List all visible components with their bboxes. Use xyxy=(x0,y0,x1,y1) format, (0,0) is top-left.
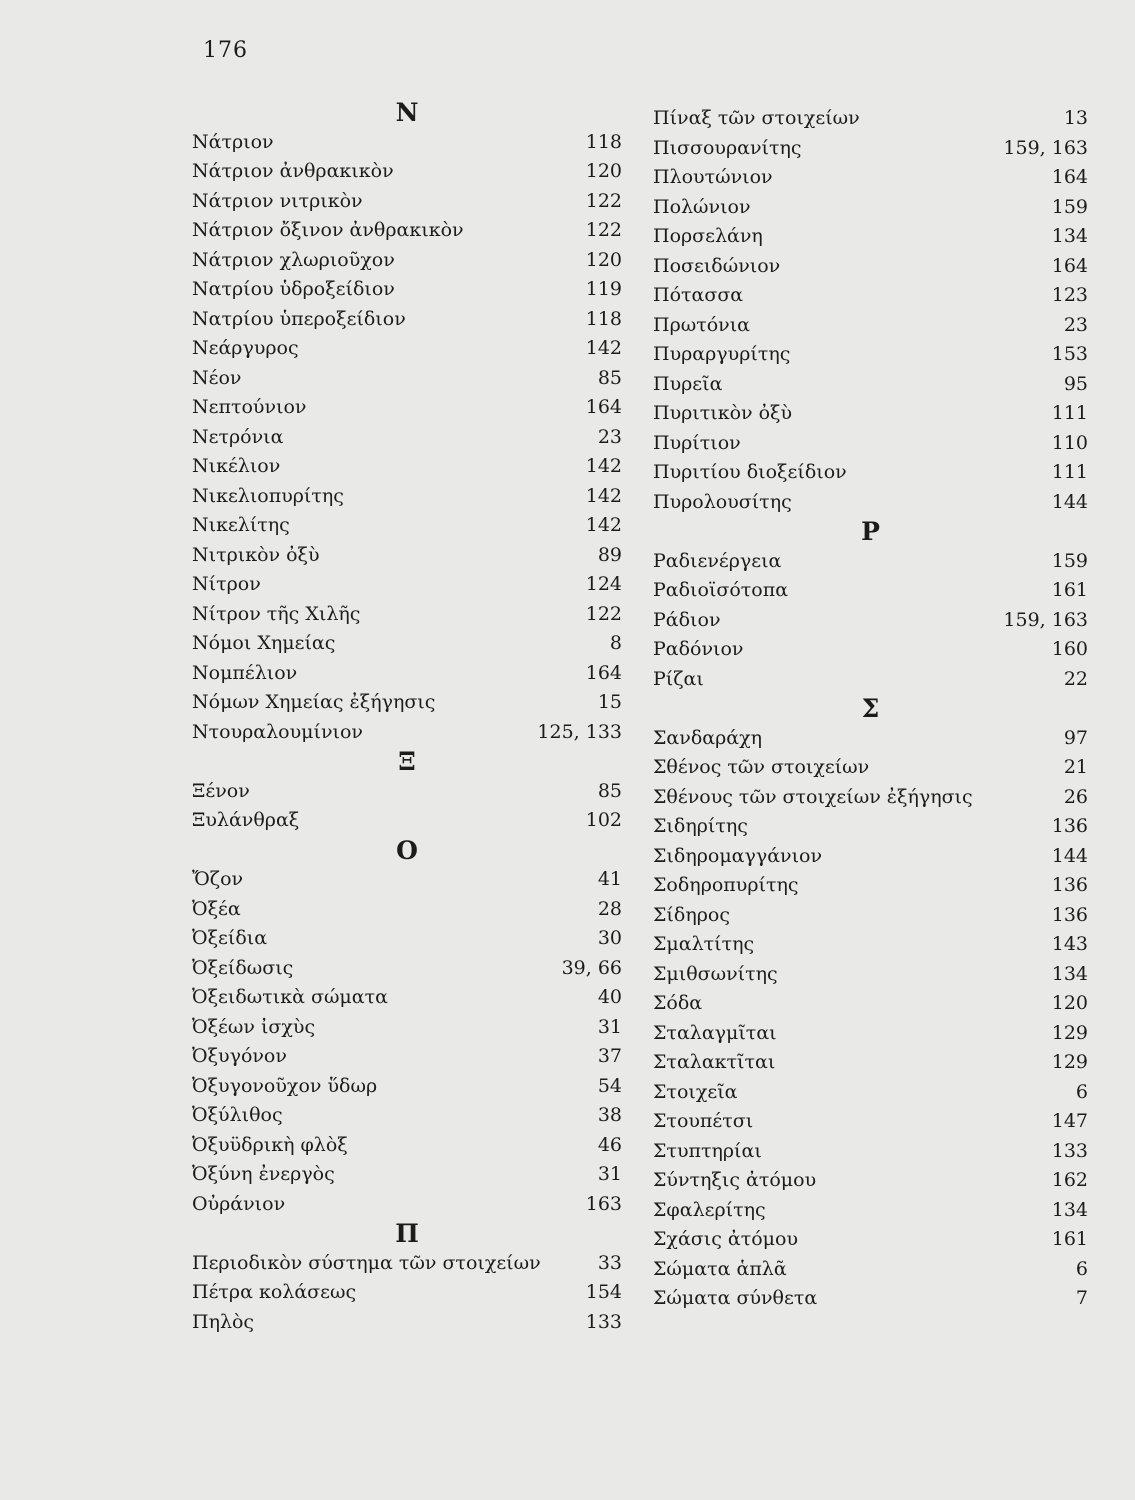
index-page-ref: 129 xyxy=(1051,1021,1088,1044)
index-entry xyxy=(653,1137,1088,1167)
index-term: Ὀξέων ἰσχὺς xyxy=(192,1015,316,1038)
index-term: Πρωτόνια xyxy=(653,313,751,336)
index-term: Νόμων Χημείας ἐξήγησις xyxy=(192,691,436,713)
page-number: 176 xyxy=(203,38,248,63)
index-entry xyxy=(192,187,622,217)
index-entry xyxy=(192,1249,622,1279)
index-term: Σθένους τῶν στοιχείων ἐξήγησις xyxy=(653,785,973,808)
index-page-ref: 33 xyxy=(597,1251,622,1274)
index-entry xyxy=(192,511,622,541)
index-page-ref: 13 xyxy=(1063,107,1088,129)
index-page-ref: 154 xyxy=(585,1281,622,1303)
index-page-ref: 23 xyxy=(597,425,622,448)
index-term: Ρίζαι xyxy=(653,667,704,690)
index-page-ref: 144 xyxy=(1051,844,1088,867)
index-entry xyxy=(653,871,1088,901)
index-page-ref: 85 xyxy=(597,366,622,389)
index-term: Σφαλερίτης xyxy=(653,1198,766,1221)
index-term: Ὀξειδωτικὰ σώματα xyxy=(192,986,388,1008)
index-page-ref: 142 xyxy=(585,337,622,359)
index-term: Ράδιον xyxy=(653,608,721,631)
index-page-ref: 26 xyxy=(1063,785,1088,808)
index-page-ref: 159, 163 xyxy=(1003,608,1088,631)
index-term: Πέτρα κολάσεως xyxy=(192,1281,357,1303)
section-letter-heading: Ρ xyxy=(861,517,880,546)
index-entry xyxy=(192,865,622,895)
index-entry xyxy=(192,423,622,453)
index-term: Ξένον xyxy=(192,779,250,802)
index-term: Σμιθσωνίτης xyxy=(653,962,778,985)
index-term: Ὀξέα xyxy=(192,897,241,920)
index-page-ref: 22 xyxy=(1063,667,1088,690)
index-page-ref: 41 xyxy=(597,868,622,890)
index-page-ref: 147 xyxy=(1051,1110,1088,1132)
index-page-ref: 142 xyxy=(585,514,622,536)
index-entry xyxy=(653,1255,1088,1285)
index-page-ref: 160 xyxy=(1051,638,1088,660)
index-entry xyxy=(653,1225,1088,1255)
index-page-ref: 134 xyxy=(1051,962,1088,985)
index-page-ref: 142 xyxy=(585,484,622,507)
index-term: Περιοδικὸν σύστημα τῶν στοιχείων xyxy=(192,1251,541,1274)
index-term: Ὀξύλιθος xyxy=(192,1104,283,1126)
index-page-ref: 120 xyxy=(585,160,622,182)
index-page-ref: 164 xyxy=(1051,166,1088,188)
index-term: Στοιχεῖα xyxy=(653,1080,738,1103)
index-term: Ραδιενέργεια xyxy=(653,549,782,572)
index-term: Σώματα ἁπλᾶ xyxy=(653,1257,787,1280)
index-term: Σμαλτίτης xyxy=(653,933,755,955)
index-entry xyxy=(192,1160,622,1190)
index-entry xyxy=(653,429,1088,459)
index-term: Πίναξ τῶν στοιχείων xyxy=(653,107,860,129)
index-entry xyxy=(192,393,622,423)
index-page-ref: 31 xyxy=(597,1015,622,1038)
index-entry xyxy=(653,1048,1088,1078)
index-term: Πηλὸς xyxy=(192,1310,255,1333)
index-page-ref: 122 xyxy=(585,189,622,212)
index-entry xyxy=(192,688,622,718)
index-entry xyxy=(653,458,1088,488)
index-entry xyxy=(192,364,622,394)
index-page-ref: 23 xyxy=(1063,313,1088,336)
index-term: Σιδηρομαγγάνιον xyxy=(653,844,823,867)
index-page-ref: 119 xyxy=(585,278,622,300)
index-entry xyxy=(192,128,622,158)
index-entry xyxy=(653,1284,1088,1314)
index-entry xyxy=(653,399,1088,429)
index-term: Νομπέλιον xyxy=(192,661,298,684)
index-page-ref: 37 xyxy=(597,1045,622,1067)
index-entry xyxy=(653,576,1088,606)
index-entry xyxy=(653,547,1088,577)
index-page-ref: 30 xyxy=(597,927,622,949)
index-term: Στυπτηρίαι xyxy=(653,1139,762,1162)
index-entry xyxy=(192,1308,622,1338)
index-page-ref: 125, 133 xyxy=(537,720,622,743)
index-page-ref: 28 xyxy=(597,897,622,920)
index-term: Ὀξείδια xyxy=(192,927,268,949)
index-term: Σοδηροπυρίτης xyxy=(653,874,799,896)
section-letter-heading: Ο xyxy=(396,835,418,865)
index-entry xyxy=(192,1013,622,1043)
index-term: Νίτρον τῆς Χιλῆς xyxy=(192,602,361,625)
index-term: Σιδηρίτης xyxy=(653,815,748,837)
section-letter-heading: Ξ xyxy=(398,747,416,776)
index-term: Νεάργυρος xyxy=(192,337,299,359)
index-term: Σταλαγμῖται xyxy=(653,1021,777,1044)
index-page-ref: 161 xyxy=(1051,579,1088,601)
index-term: Νάτριον νιτρικὸν xyxy=(192,189,363,212)
index-term: Σανδαράχη xyxy=(653,726,762,749)
index-page-ref: 122 xyxy=(585,602,622,625)
index-entry xyxy=(653,842,1088,872)
index-term: Νεπτούνιον xyxy=(192,396,307,418)
index-term: Νικελίτης xyxy=(192,514,290,536)
index-page-ref: 40 xyxy=(597,986,622,1008)
index-entry xyxy=(192,246,622,276)
index-entry xyxy=(192,275,622,305)
index-entry xyxy=(192,1072,622,1102)
index-entry xyxy=(653,252,1088,282)
index-page-ref: 162 xyxy=(1051,1169,1088,1191)
index-term: Σύντηξις ἀτόμου xyxy=(653,1169,817,1191)
index-entry xyxy=(653,1166,1088,1196)
index-page-ref: 111 xyxy=(1051,402,1088,424)
index-term: Νάτριον xyxy=(192,130,274,153)
index-term: Νίτρον xyxy=(192,573,261,595)
index-entry xyxy=(653,222,1088,252)
index-entry xyxy=(653,370,1088,400)
index-page-ref: 102 xyxy=(585,809,622,831)
index-entry xyxy=(192,718,622,748)
index-entry xyxy=(192,600,622,630)
index-entry xyxy=(192,1042,622,1072)
index-term: Πυραργυρίτης xyxy=(653,343,791,365)
index-page-ref: 164 xyxy=(1051,254,1088,277)
index-entry xyxy=(653,812,1088,842)
index-term: Ὀξείδωσις xyxy=(192,956,294,979)
index-term: Ραδιοϊσότοπα xyxy=(653,579,789,601)
index-page-ref: 46 xyxy=(597,1133,622,1156)
index-entry xyxy=(653,340,1088,370)
index-page-ref: 110 xyxy=(1051,431,1088,454)
index-entry xyxy=(653,281,1088,311)
index-page-ref: 122 xyxy=(585,219,622,241)
index-term: Νετρόνια xyxy=(192,425,284,448)
index-page-ref: 164 xyxy=(585,661,622,684)
index-page-ref: 15 xyxy=(597,691,622,713)
index-page-ref: 31 xyxy=(597,1163,622,1185)
index-page-ref: 123 xyxy=(1051,284,1088,306)
index-page-ref: 6 xyxy=(1075,1257,1088,1280)
index-entry xyxy=(653,311,1088,341)
index-page-ref: 118 xyxy=(585,130,622,153)
index-page-ref: 136 xyxy=(1051,874,1088,896)
index-page-ref: 159 xyxy=(1051,549,1088,572)
index-term: Νιτρικὸν ὀξὺ xyxy=(192,543,320,566)
index-term: Νικέλιον xyxy=(192,455,281,477)
index-entry xyxy=(653,901,1088,931)
section-letter-heading: Σ xyxy=(861,694,880,723)
index-entry xyxy=(653,488,1088,518)
index-page-ref: 54 xyxy=(597,1074,622,1097)
index-entry xyxy=(192,541,622,571)
index-entry xyxy=(653,163,1088,193)
index-term: Ραδόνιον xyxy=(653,638,744,660)
index-page-ref: 133 xyxy=(1051,1139,1088,1162)
index-term: Ὀξυγονοῦχον ὕδωρ xyxy=(192,1074,378,1097)
index-term: Νατρίου ὑδροξείδιον xyxy=(192,278,395,300)
index-page-ref: 111 xyxy=(1051,461,1088,483)
index-entry xyxy=(653,193,1088,223)
index-entry xyxy=(192,924,622,954)
index-entry xyxy=(653,134,1088,164)
index-page-ref: 8 xyxy=(609,632,622,654)
index-entry xyxy=(653,1019,1088,1049)
index-page-ref: 118 xyxy=(585,307,622,330)
index-entry xyxy=(653,960,1088,990)
index-entry xyxy=(653,104,1088,134)
index-entry xyxy=(192,777,622,807)
index-entry xyxy=(192,895,622,925)
index-term: Πυρολουσίτης xyxy=(653,490,792,513)
index-entry xyxy=(653,783,1088,813)
index-term: Πυρίτιον xyxy=(653,431,741,454)
index-term: Νάτριον ὄξινον ἀνθρακικὸν xyxy=(192,219,464,241)
index-term: Σταλακτῖται xyxy=(653,1051,776,1073)
index-entry xyxy=(192,659,622,689)
index-term: Νατρίου ὑπεροξείδιον xyxy=(192,307,406,330)
index-page-ref: 7 xyxy=(1075,1287,1088,1309)
index-entry xyxy=(653,930,1088,960)
index-page-ref: 38 xyxy=(597,1104,622,1126)
index-term: Σόδα xyxy=(653,992,703,1014)
index-page-ref: 164 xyxy=(585,396,622,418)
index-entry xyxy=(192,482,622,512)
index-term: Πυριτίου διοξείδιον xyxy=(653,461,847,483)
index-column-right xyxy=(653,104,1088,1314)
index-entry xyxy=(192,570,622,600)
index-entry xyxy=(192,157,622,187)
index-page-ref: 39, 66 xyxy=(561,956,622,979)
index-term: Νάτριον ἀνθρακικὸν xyxy=(192,160,394,182)
index-term: Ὀξύνη ἐνεργὸς xyxy=(192,1163,335,1185)
index-page-ref: 124 xyxy=(585,573,622,595)
index-term: Πορσελάνη xyxy=(653,225,763,247)
section-letter-heading: Π xyxy=(395,1219,419,1248)
index-entry xyxy=(192,1101,622,1131)
index-term: Σθένος τῶν στοιχείων xyxy=(653,756,870,778)
index-term: Στουπέτσι xyxy=(653,1110,754,1132)
index-page-ref: 95 xyxy=(1063,372,1088,395)
index-page-ref: 6 xyxy=(1075,1080,1088,1103)
index-term: Πλουτώνιον xyxy=(653,166,773,188)
index-entry xyxy=(653,989,1088,1019)
index-page-ref: 89 xyxy=(597,543,622,566)
index-term: Σχάσις ἀτόμου xyxy=(653,1228,798,1250)
index-entry xyxy=(192,1190,622,1220)
index-term: Ποσειδώνιον xyxy=(653,254,781,277)
index-page-ref: 163 xyxy=(585,1192,622,1215)
index-entry xyxy=(192,983,622,1013)
index-entry xyxy=(192,629,622,659)
index-term: Ὄζον xyxy=(192,868,244,890)
index-page-ref: 161 xyxy=(1051,1228,1088,1250)
index-page-ref: 159, 163 xyxy=(1003,136,1088,159)
index-term: Νικελιοπυρίτης xyxy=(192,484,344,507)
index-entry xyxy=(653,724,1088,754)
index-term: Νόμοι Χημείας xyxy=(192,632,336,654)
index-term: Σίδηρος xyxy=(653,903,730,926)
index-term: Ὀξυγόνον xyxy=(192,1045,287,1067)
index-entry xyxy=(192,806,622,836)
index-term: Νέον xyxy=(192,366,242,389)
index-page-ref: 134 xyxy=(1051,225,1088,247)
index-page-ref: 136 xyxy=(1051,903,1088,926)
index-page-ref: 133 xyxy=(585,1310,622,1333)
index-column-left xyxy=(192,98,622,1337)
index-term: Νάτριον χλωριοῦχον xyxy=(192,248,395,271)
index-entry xyxy=(192,452,622,482)
index-entry xyxy=(192,305,622,335)
index-entry xyxy=(653,1078,1088,1108)
index-page-ref: 159 xyxy=(1051,195,1088,218)
index-term: Πυρεῖα xyxy=(653,372,723,395)
index-term: Πυριτικὸν ὀξὺ xyxy=(653,402,793,424)
index-entry xyxy=(653,635,1088,665)
index-term: Ξυλάνθραξ xyxy=(192,809,300,831)
index-page-ref: 142 xyxy=(585,455,622,477)
index-page-ref: 21 xyxy=(1063,756,1088,778)
index-page-ref: 129 xyxy=(1051,1051,1088,1073)
index-entry xyxy=(653,1107,1088,1137)
index-page-ref: 120 xyxy=(1051,992,1088,1014)
index-entry xyxy=(192,1131,622,1161)
index-entry xyxy=(653,753,1088,783)
index-page-ref: 134 xyxy=(1051,1198,1088,1221)
index-page-ref: 97 xyxy=(1063,726,1088,749)
index-entry xyxy=(653,606,1088,636)
index-entry xyxy=(653,665,1088,695)
index-entry xyxy=(192,334,622,364)
index-entry xyxy=(192,216,622,246)
index-entry xyxy=(653,1196,1088,1226)
index-entry xyxy=(192,1278,622,1308)
index-term: Σώματα σύνθετα xyxy=(653,1287,818,1309)
index-page-ref: 143 xyxy=(1051,933,1088,955)
index-term: Οὐράνιον xyxy=(192,1192,286,1215)
index-term: Πότασσα xyxy=(653,284,744,306)
index-page-ref: 136 xyxy=(1051,815,1088,837)
index-term: Ὀξυϋδρικὴ φλὸξ xyxy=(192,1133,348,1156)
index-entry xyxy=(192,954,622,984)
index-page-ref: 144 xyxy=(1051,490,1088,513)
index-term: Πολώνιον xyxy=(653,195,751,218)
index-page-ref: 153 xyxy=(1051,343,1088,365)
index-term: Ντουραλουμίνιον xyxy=(192,720,363,743)
index-page-ref: 120 xyxy=(585,248,622,271)
section-letter-heading: Ν xyxy=(395,98,419,127)
index-page-ref: 85 xyxy=(597,779,622,802)
index-term: Πισσουρανίτης xyxy=(653,136,802,159)
